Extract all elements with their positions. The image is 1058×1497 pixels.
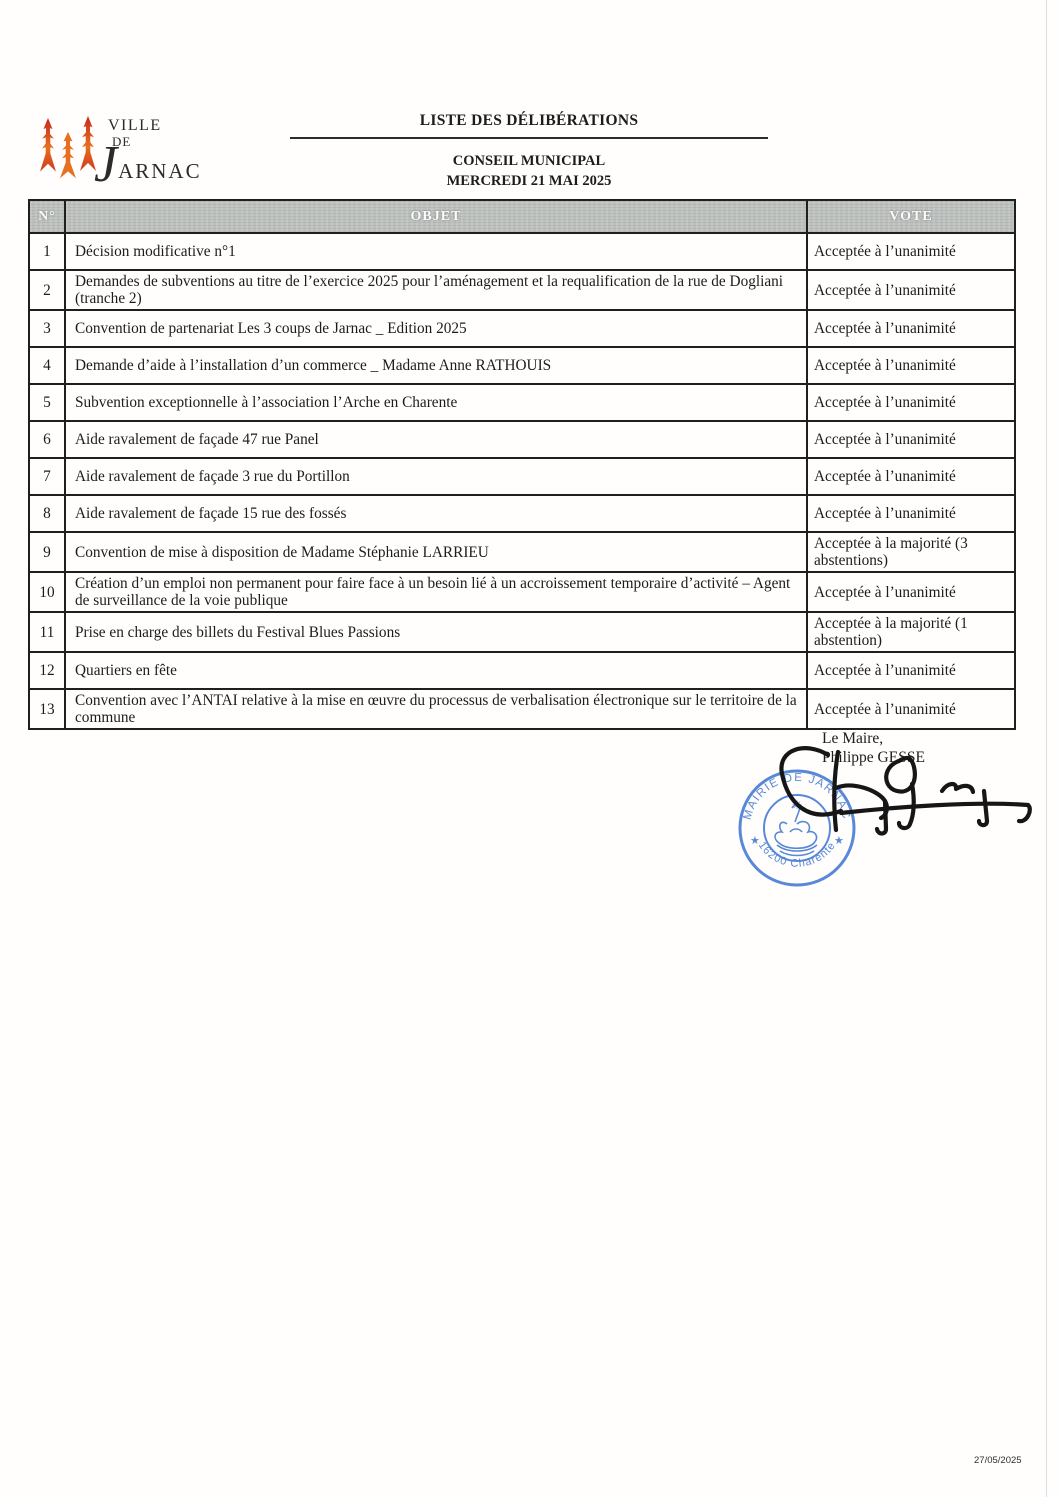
- logo-wordmark: [94, 117, 202, 193]
- cell-vote: Acceptée à la majorité (1 abstention): [807, 612, 1015, 652]
- table-row: [29, 233, 1015, 270]
- three-fish-icon: [40, 116, 102, 198]
- column-header-objet: OBJET: [65, 200, 807, 233]
- cell-objet: Quartiers en fête: [65, 652, 807, 689]
- cell-num: 6: [29, 421, 65, 458]
- stamp-right-star: ★: [834, 835, 844, 847]
- cell-num: 9: [29, 532, 65, 572]
- table-row: [29, 532, 1015, 572]
- cell-num: 1: [29, 233, 65, 270]
- subtitle-date: MERCREDI 21 MAI 2025: [446, 173, 612, 189]
- table-row: [29, 458, 1015, 495]
- table-row: [29, 347, 1015, 384]
- cell-vote: Acceptée à l’unanimité: [807, 572, 1015, 612]
- table-row: [29, 310, 1015, 347]
- table-row: [29, 689, 1015, 729]
- logo-jarnac-rest: ARNAC: [118, 159, 202, 183]
- cell-objet: Convention de partenariat Les 3 coups de Jarnac _ Edition 2025: [65, 310, 807, 347]
- cell-num: 12: [29, 652, 65, 689]
- cell-num: 3: [29, 310, 65, 347]
- stamp-center-star: ✳: [791, 798, 803, 812]
- cell-vote: Acceptée à l’unanimité: [807, 495, 1015, 532]
- table-row: [29, 572, 1015, 612]
- logo-ville-text: VILLE: [108, 117, 162, 134]
- cell-objet: Demandes de subventions au titre de l’exercice 2025 pour l’aménagement et la requalification de la rue de Dogliani (tranche 2): [65, 270, 807, 310]
- cell-objet: Demande d’aide à l’installation d’un commerce _ Madame Anne RATHOUIS: [65, 347, 807, 384]
- table-row: [29, 612, 1015, 652]
- cell-objet: Aide ravalement de façade 3 rue du Portillon: [65, 458, 807, 495]
- cell-objet: Subvention exceptionnelle à l’association l’Arche en Charente: [65, 384, 807, 421]
- cell-num: 13: [29, 689, 65, 729]
- scan-date: 27/05/2025: [974, 1455, 1022, 1466]
- subtitle-conseil: CONSEIL MUNICIPAL: [452, 153, 606, 169]
- cell-objet: Aide ravalement de façade 15 rue des fossés: [65, 495, 807, 532]
- cell-num: 8: [29, 495, 65, 532]
- cell-vote: Acceptée à la majorité (3 abstentions): [807, 532, 1015, 572]
- cell-objet: Création d’un emploi non permanent pour faire face à un besoin lié à un accroissement temporaire d’activité – Agent de surveillance de la voie publique: [65, 572, 807, 612]
- table-header-row: [29, 200, 1015, 233]
- cell-vote: Acceptée à l’unanimité: [807, 310, 1015, 347]
- cell-objet: Aide ravalement de façade 47 rue Panel: [65, 421, 807, 458]
- page-title: LISTE DES DÉLIBÉRATIONS: [419, 112, 639, 129]
- cell-vote: Acceptée à l’unanimité: [807, 652, 1015, 689]
- cell-objet: Décision modificative n°1: [65, 233, 807, 270]
- stamp-bottom-text: 16200 Charente: [755, 839, 839, 870]
- column-header-num: N°: [29, 200, 65, 233]
- cell-vote: Acceptée à l’unanimité: [807, 384, 1015, 421]
- table-row: [29, 495, 1015, 532]
- logo-jarnac-initial: J: [94, 136, 118, 193]
- cell-num: 2: [29, 270, 65, 310]
- table-row: [29, 384, 1015, 421]
- table-row: [29, 421, 1015, 458]
- cell-num: 11: [29, 612, 65, 652]
- deliberations-table: [28, 199, 1016, 730]
- stamp-top-text: MAIRIE DE JARNAC: [741, 771, 853, 822]
- cell-objet: Prise en charge des billets du Festival Blues Passions: [65, 612, 807, 652]
- stamp-left-star: ★: [750, 835, 760, 847]
- cell-vote: Acceptée à l’unanimité: [807, 458, 1015, 495]
- cell-objet: Convention avec l’ANTAI relative à la mise en œuvre du processus de verbalisation électronique sur le territoire de la commune: [65, 689, 807, 729]
- column-header-vote: VOTE: [807, 200, 1015, 233]
- handwritten-signature-icon: [756, 740, 1056, 875]
- signatory-name: Philippe GESSE: [822, 749, 925, 766]
- ville-de-jarnac-logo: [40, 116, 202, 198]
- cell-vote: Acceptée à l’unanimité: [807, 421, 1015, 458]
- logo-de-text: DE: [112, 134, 132, 149]
- table-body: [29, 233, 1015, 729]
- cell-num: 4: [29, 347, 65, 384]
- cell-vote: Acceptée à l’unanimité: [807, 233, 1015, 270]
- cell-num: 5: [29, 384, 65, 421]
- document-header: [290, 112, 768, 191]
- cell-vote: Acceptée à l’unanimité: [807, 270, 1015, 310]
- cell-vote: Acceptée à l’unanimité: [807, 347, 1015, 384]
- table-row: [29, 270, 1015, 310]
- cell-num: 10: [29, 572, 65, 612]
- cell-objet: Convention de mise à disposition de Madame Stéphanie LARRIEU: [65, 532, 807, 572]
- cell-vote: Acceptée à l’unanimité: [807, 689, 1015, 729]
- table-row: [29, 652, 1015, 689]
- title-divider: [290, 137, 768, 139]
- signatory-title: Le Maire,: [822, 730, 884, 747]
- cell-num: 7: [29, 458, 65, 495]
